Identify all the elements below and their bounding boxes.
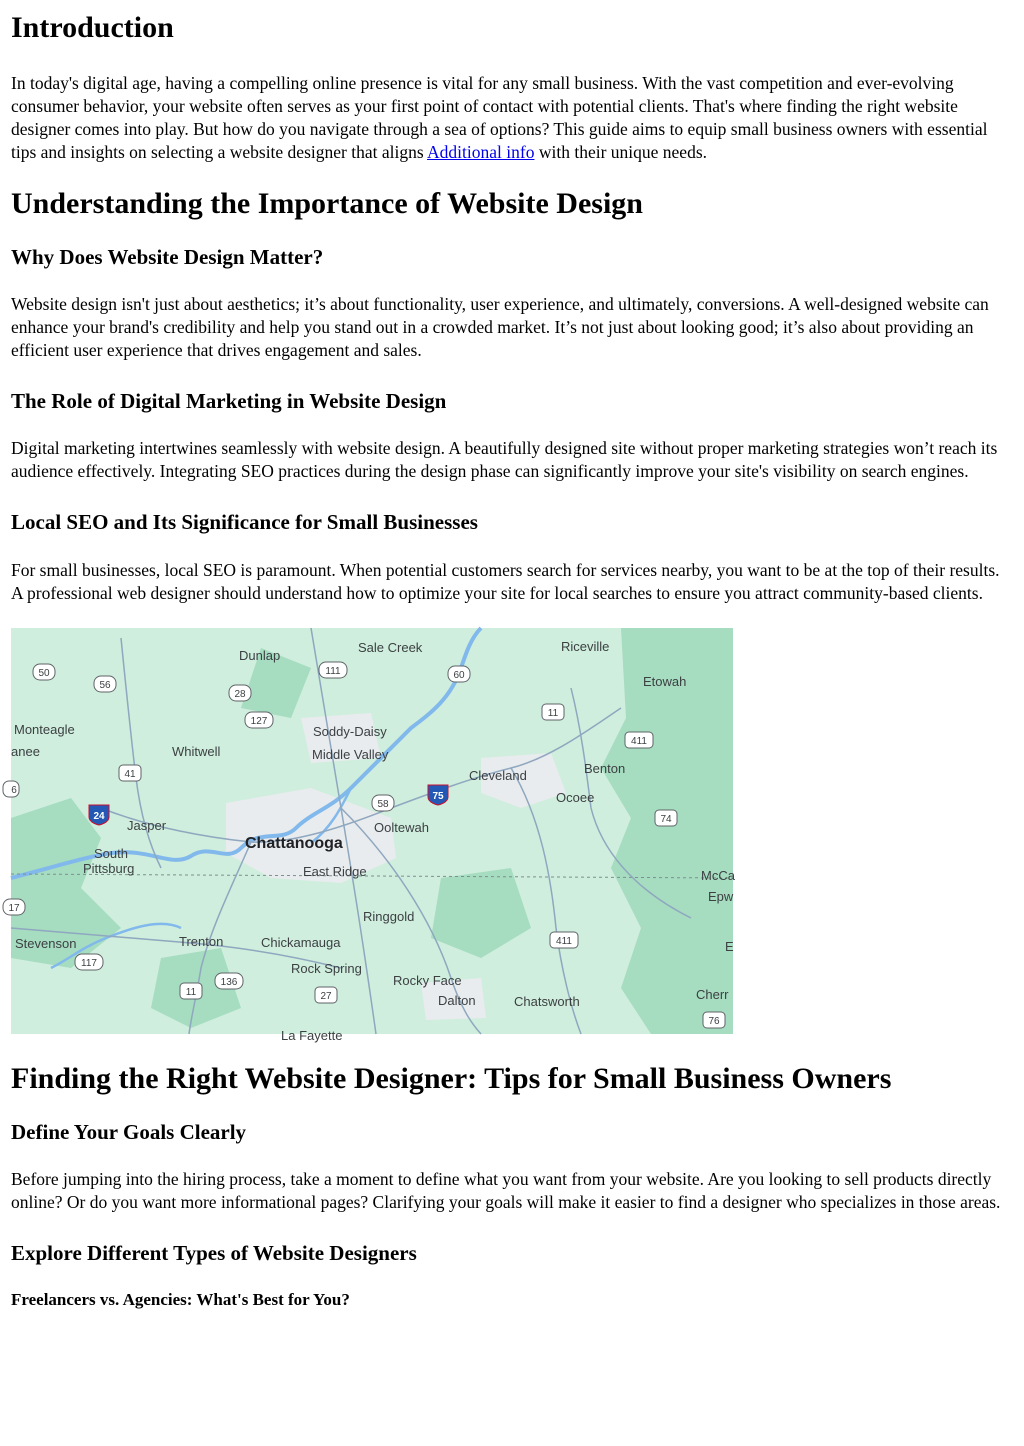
route-shield	[119, 765, 141, 781]
route-shield-label: 411	[631, 735, 647, 747]
place-label: Sale Creek	[358, 639, 423, 655]
place-label: Ocoee	[556, 789, 595, 805]
place-label: Dalton	[438, 992, 476, 1008]
route-shield-label: 56	[99, 679, 111, 691]
intro-text: In today's digital age, having a compelling online presence is vital for any small business. With the vast competition and ever-evolving consumer behavior, your website often serves as your first point of contact with potential clients. That's where finding the right website designer comes into play. But how do you navigate through a sea of options? This guide aims to equip small business owners with essential tips and insights on selecting a website designer that aligns	[11, 73, 988, 162]
route-shield	[94, 676, 116, 692]
route-shield-label: 75	[432, 790, 444, 802]
place-label: La Fayette	[281, 1027, 343, 1043]
place-label: East Ridge	[303, 863, 367, 879]
section-heading-importance: Understanding the Importance of Website Design	[11, 187, 643, 220]
place-label: Chickamauga	[261, 934, 341, 950]
route-shield	[3, 899, 25, 915]
route-shield	[655, 810, 677, 826]
place-label: Ooltewah	[374, 819, 429, 835]
paragraph-define-goals: Before jumping into the hiring process, take a moment to define what you want from your website. Are you looking to sell products directly online? Or do you want more informational pages? Clarifying your goals will make it easier to find a designer who specializes in those areas.	[11, 1168, 1001, 1212]
place-label: McCa	[701, 867, 735, 883]
route-shield-label: 28	[234, 688, 246, 700]
route-shield-label: 76	[708, 1015, 720, 1027]
place-label: Chatsworth	[514, 993, 580, 1009]
subheading-local-seo: Local SEO and Its Significance for Small Businesses	[11, 510, 478, 535]
route-shield-label: 11	[547, 707, 559, 719]
place-label: Trenton	[179, 933, 224, 949]
subheading-freelancers-vs-agencies: Freelancers vs. Agencies: What's Best for You?	[11, 1289, 350, 1309]
route-shield	[703, 1012, 725, 1028]
route-shield	[215, 973, 243, 989]
paragraph-local-seo: For small businesses, local SEO is paramount. When potential customers search for services nearby, you want to be at the top of their results. A professional web designer should understand how to optimize your site for local searches to ensure you attract community-based clients.	[11, 559, 1000, 603]
place-label: Dunlap	[239, 647, 281, 663]
place-label: Riceville	[561, 638, 610, 654]
paragraph-why-design-matters: Website design isn't just about aesthetics; it’s about functionality, user experience, and ultimately, conversions. A well-designed website can enhance your brand's credibility and help you stand out in a crowded market. It’s not just about looking good; it’s also about providing an efficient user experience that drives engagement and sales.	[11, 294, 989, 361]
route-shield-label: 50	[38, 667, 50, 679]
place-label: Epw	[708, 888, 734, 904]
place-label: Etowah	[643, 673, 687, 689]
route-shield	[33, 664, 55, 680]
route-shield-label: 41	[124, 768, 136, 780]
route-shield	[245, 712, 273, 728]
route-shield-label: 127	[250, 715, 268, 727]
subheading-define-goals: Define Your Goals Clearly	[11, 1119, 247, 1144]
place-label: Rocky Face	[393, 972, 462, 988]
place-label: South	[94, 845, 128, 861]
route-shield	[315, 987, 337, 1003]
route-shield	[372, 795, 394, 811]
place-label: E	[725, 938, 734, 954]
route-shield-label: 17	[8, 902, 20, 914]
additional-info-link[interactable]: Additional info	[427, 142, 535, 162]
place-label: Benton	[584, 760, 626, 776]
intro-paragraph	[11, 72, 1014, 164]
place-label: Middle Valley	[312, 746, 389, 762]
route-shield-label: 117	[81, 957, 97, 969]
route-shield	[542, 704, 564, 720]
route-shield-label: 24	[93, 810, 105, 822]
route-shield-label: 111	[325, 665, 341, 677]
route-shield-label: 411	[556, 935, 572, 947]
place-label: Jasper	[127, 817, 167, 833]
route-shield	[75, 954, 103, 970]
interstate-shield	[428, 785, 448, 805]
place-label: Chattanooga	[245, 834, 343, 852]
place-label: Rock Spring	[291, 960, 362, 976]
subheading-why-design-matters: Why Does Website Design Matter?	[11, 245, 324, 269]
place-label: Monteagle	[14, 721, 75, 737]
route-shield	[3, 781, 19, 797]
route-shield	[319, 662, 347, 678]
place-label: Whitwell	[172, 743, 221, 759]
route-shield	[448, 666, 470, 682]
interstate-shield	[89, 805, 109, 825]
route-shield	[550, 932, 578, 948]
area-map	[8, 628, 735, 1043]
route-shield	[180, 983, 202, 999]
route-shield-label: 11	[185, 986, 197, 998]
route-shield-label: 27	[320, 990, 332, 1002]
section-heading-finding-designer: Finding the Right Website Designer: Tips for Small Business Owners	[11, 1061, 892, 1095]
place-label: Stevenson	[15, 935, 77, 951]
place-label: Ringgold	[363, 908, 415, 924]
subheading-digital-marketing: The Role of Digital Marketing in Website Design	[11, 389, 447, 414]
place-label: Cherr	[696, 986, 729, 1002]
route-shield	[625, 732, 653, 748]
place-label: anee	[11, 743, 40, 759]
subheading-designer-types: Explore Different Types of Website Designers	[11, 1240, 417, 1265]
place-label: Cleveland	[469, 767, 527, 783]
intro-heading: Introduction	[11, 11, 174, 44]
place-label: Pittsburg	[83, 860, 135, 876]
route-shield-label: 74	[660, 813, 672, 825]
route-shield	[229, 685, 251, 701]
route-shield-label: 6	[11, 784, 17, 796]
place-label: Soddy-Daisy	[313, 723, 387, 739]
route-shield-label: 58	[377, 798, 389, 810]
route-shield-label: 136	[220, 976, 238, 988]
intro-text-end: with their unique needs.	[534, 142, 707, 162]
route-shield-label: 60	[453, 669, 465, 681]
paragraph-digital-marketing: Digital marketing intertwines seamlessly with website design. A beautifully designed site without proper marketing strategies won’t reach its audience effectively. Integrating SEO practices during the design phase can significantly improve your site's visibility on search engines.	[11, 438, 998, 482]
